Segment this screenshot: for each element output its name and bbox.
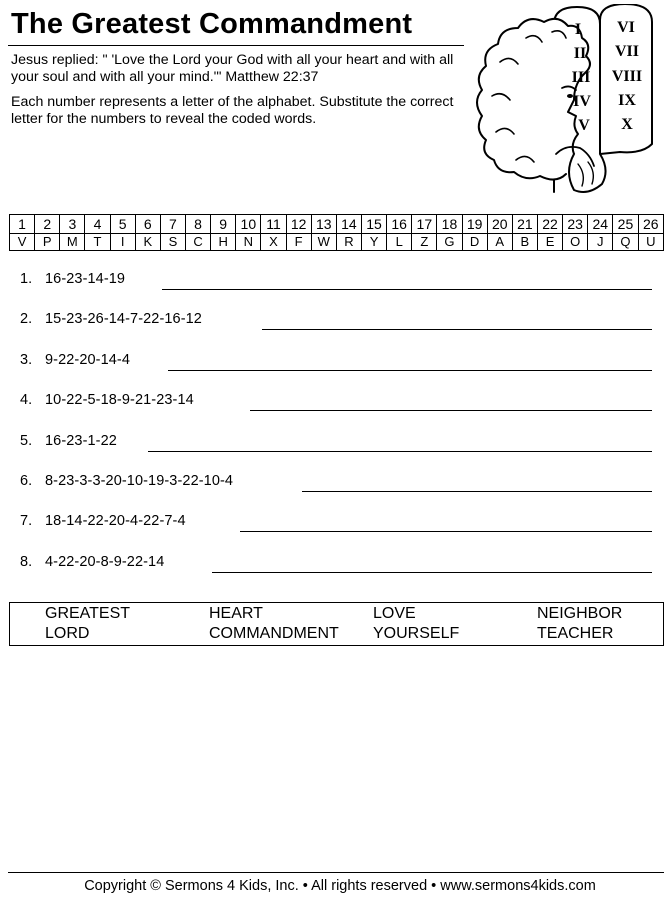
cipher-letter-cell: P	[35, 234, 60, 251]
moses-tablets-illustration	[470, 4, 670, 196]
tablet-numeral: I	[574, 21, 582, 38]
cipher-letter-cell: Q	[613, 234, 638, 251]
cipher-letter-cell: Y	[361, 234, 386, 251]
footer-divider	[8, 872, 664, 873]
beard	[569, 154, 606, 192]
puzzle-item	[20, 433, 660, 457]
cipher-number-cell: 16	[387, 215, 412, 234]
tablet-numeral: II	[573, 45, 587, 62]
puzzle-code: 4-22-20-8-9-22-14	[45, 553, 165, 570]
word-bank-word: GREATEST	[45, 605, 131, 622]
puzzle-code: 16-23-14-19	[45, 271, 126, 287]
cipher-number-cell: 14	[336, 215, 361, 234]
cipher-number-cell: 11	[261, 215, 286, 234]
cipher-number-cell: 22	[537, 215, 562, 234]
cipher-letter-cell: C	[185, 234, 210, 251]
puzzle-code: 18-14-22-20-4-22-7-4	[45, 513, 186, 530]
cipher-number-cell: 20	[487, 215, 512, 234]
cipher-number-cell: 24	[588, 215, 613, 234]
word-bank-word: HEART	[209, 605, 263, 622]
cipher-number-cell: 17	[412, 215, 437, 234]
answer-line[interactable]	[302, 491, 652, 492]
cipher-letter-cell: T	[85, 234, 110, 251]
cipher-number-cell: 8	[185, 215, 210, 234]
puzzle-item	[20, 352, 660, 376]
cipher-letter-cell: F	[286, 234, 311, 251]
puzzle-number: 1.	[20, 271, 33, 287]
answer-line[interactable]	[212, 572, 652, 573]
cipher-letter-cell: E	[537, 234, 562, 251]
puzzle-number: 6.	[20, 473, 33, 489]
puzzle-item	[20, 554, 660, 578]
cipher-letter-cell: O	[563, 234, 588, 251]
cipher-letter-cell: S	[160, 234, 185, 251]
answer-line[interactable]	[250, 410, 652, 411]
tablet-numeral: III	[571, 69, 591, 86]
cipher-number-cell: 21	[512, 215, 537, 234]
word-bank-word: TEACHER	[537, 625, 614, 642]
puzzle-item	[20, 473, 660, 497]
answer-line[interactable]	[262, 329, 652, 330]
puzzle-item	[20, 513, 660, 537]
cipher-number-cell: 23	[563, 215, 588, 234]
cipher-number-cell: 18	[437, 215, 462, 234]
cipher-number-cell: 1	[10, 215, 35, 234]
cipher-number-cell: 12	[286, 215, 311, 234]
tablet-numeral: VIII	[611, 68, 643, 85]
answer-line[interactable]	[240, 531, 652, 532]
puzzle-item	[20, 311, 660, 335]
puzzle-number: 5.	[20, 432, 33, 449]
tablet-numeral: VI	[617, 19, 635, 36]
word-bank-word: LOVE	[373, 605, 416, 622]
cipher-letter-cell: H	[211, 234, 236, 251]
cipher-letter-cell: N	[236, 234, 261, 251]
puzzle-item	[20, 392, 660, 416]
title-divider	[8, 45, 464, 46]
cipher-letter-cell: Z	[412, 234, 437, 251]
answer-line[interactable]	[168, 370, 652, 371]
word-bank-word: COMMANDMENT	[209, 625, 339, 642]
cipher-number-cell: 4	[85, 215, 110, 234]
cipher-number-cell: 26	[638, 215, 663, 234]
word-bank-word: NEIGHBOR	[537, 605, 623, 622]
puzzle-number: 3.	[20, 351, 33, 368]
cipher-letter-cell: A	[487, 234, 512, 251]
cipher-number-cell: 15	[361, 215, 386, 234]
cipher-letter-cell: L	[387, 234, 412, 251]
cipher-letter-cell: I	[110, 234, 135, 251]
cipher-letter-cell: D	[462, 234, 487, 251]
puzzle-item	[20, 271, 660, 295]
cipher-letter-cell: M	[60, 234, 85, 251]
cipher-number-cell: 9	[211, 215, 236, 234]
answer-line[interactable]	[162, 289, 652, 290]
cipher-letter-row	[10, 234, 664, 251]
puzzle-code: 16-23-1-22	[45, 432, 117, 449]
cipher-number-cell: 2	[35, 215, 60, 234]
cipher-number-cell: 7	[160, 215, 185, 234]
cipher-number-cell: 13	[311, 215, 336, 234]
puzzle-code: 15-23-26-14-7-22-16-12	[45, 311, 202, 328]
puzzle-number: 7.	[20, 513, 33, 530]
cipher-letter-cell: B	[512, 234, 537, 251]
word-bank-word: LORD	[45, 625, 90, 642]
puzzle-number: 4.	[20, 392, 33, 409]
tablet-numeral: X	[621, 116, 633, 133]
puzzle-code: 8-23-3-3-20-10-19-3-22-10-4	[45, 473, 234, 489]
cipher-number-cell: 3	[60, 215, 85, 234]
cipher-number-cell: 25	[613, 215, 638, 234]
tablet-numeral: IX	[618, 92, 636, 109]
puzzle-number: 2.	[20, 311, 33, 328]
page-title: The Greatest Commandment	[11, 8, 413, 40]
cipher-number-row	[10, 215, 664, 234]
puzzle-code: 10-22-5-18-9-21-23-14	[45, 392, 194, 409]
cipher-letter-cell: K	[135, 234, 160, 251]
cipher-key-table	[9, 214, 664, 251]
cipher-letter-cell: J	[588, 234, 613, 251]
word-bank-word: YOURSELF	[373, 625, 460, 642]
cipher-letter-cell: W	[311, 234, 336, 251]
puzzle-code: 9-22-20-14-4	[45, 351, 131, 368]
cipher-number-cell: 19	[462, 215, 487, 234]
tablet-numeral: V	[578, 117, 590, 134]
puzzle-number: 8.	[20, 553, 33, 570]
cipher-number-cell: 10	[236, 215, 261, 234]
cipher-number-cell: 5	[110, 215, 135, 234]
cipher-letter-cell: V	[10, 234, 35, 251]
cipher-letter-cell: G	[437, 234, 462, 251]
word-bank	[9, 602, 664, 646]
cipher-letter-cell: X	[261, 234, 286, 251]
tablet-numeral: VII	[614, 43, 640, 60]
cipher-number-cell: 6	[135, 215, 160, 234]
instructions: Each number represents a letter of the alphabet. Substitute the correct letter for the numbers to reveal the coded words.	[11, 94, 454, 127]
tablet-numeral: IV	[573, 93, 591, 110]
copyright-footer: Copyright © Sermons 4 Kids, Inc. • All rights reserved • www.sermons4kids.com	[84, 878, 596, 894]
answer-line[interactable]	[148, 451, 652, 452]
cipher-letter-cell: R	[336, 234, 361, 251]
cipher-letter-cell: U	[638, 234, 663, 251]
bible-verse: Jesus replied: " 'Love the Lord your God with all your heart and with all your soul and with all your mind.'" Matthew 22:37	[11, 52, 454, 85]
